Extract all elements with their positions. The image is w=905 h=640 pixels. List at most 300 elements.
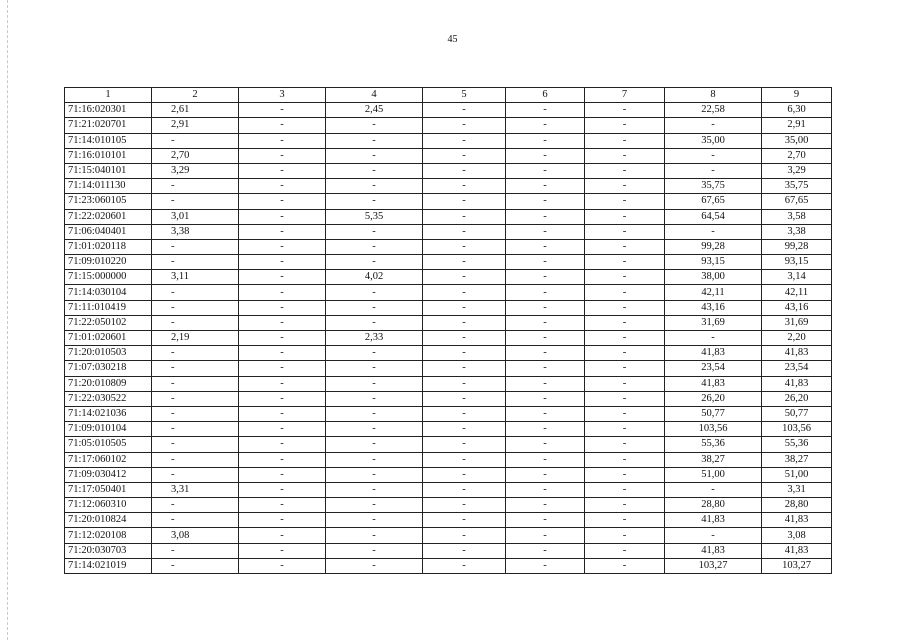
header-cell: 6 xyxy=(506,88,585,103)
table-cell: - xyxy=(152,255,239,270)
table-cell: 2,19 xyxy=(152,331,239,346)
table-cell: - xyxy=(585,239,665,254)
table-cell: 41,83 xyxy=(762,543,832,558)
table-cell: 41,83 xyxy=(665,376,762,391)
table-cell: - xyxy=(423,376,506,391)
table-row xyxy=(65,376,832,391)
table-cell: - xyxy=(152,498,239,513)
table-row xyxy=(65,543,832,558)
table-row xyxy=(65,482,832,497)
table-cell: 35,75 xyxy=(665,179,762,194)
table-cell: - xyxy=(506,270,585,285)
table-cell: - xyxy=(239,148,326,163)
table-row xyxy=(65,528,832,543)
table-cell: - xyxy=(239,346,326,361)
table-cell: 2,61 xyxy=(152,103,239,118)
table-cell: - xyxy=(585,437,665,452)
table-cell: - xyxy=(506,194,585,209)
cadastral-number-cell: 71:09:030412 xyxy=(65,467,152,482)
table-cell: 2,33 xyxy=(326,331,423,346)
header-cell: 3 xyxy=(239,88,326,103)
table-cell: - xyxy=(506,118,585,133)
table-cell: 41,83 xyxy=(762,346,832,361)
table-cell: 3,01 xyxy=(152,209,239,224)
table-cell: 2,20 xyxy=(762,331,832,346)
table-cell: - xyxy=(423,224,506,239)
table-cell: - xyxy=(506,285,585,300)
table-cell: 2,91 xyxy=(762,118,832,133)
table-cell: - xyxy=(423,239,506,254)
table-cell: - xyxy=(585,498,665,513)
table-cell: - xyxy=(326,361,423,376)
cadastral-number-cell: 71:15:000000 xyxy=(65,270,152,285)
table-cell: 42,11 xyxy=(665,285,762,300)
table-cell: - xyxy=(326,179,423,194)
table-cell: - xyxy=(585,285,665,300)
table-row xyxy=(65,118,832,133)
table-cell: - xyxy=(239,558,326,573)
table-row xyxy=(65,558,832,573)
header-cell: 9 xyxy=(762,88,832,103)
table-cell: 43,16 xyxy=(665,300,762,315)
table-cell: - xyxy=(585,300,665,315)
table-row xyxy=(65,300,832,315)
table-cell: - xyxy=(326,528,423,543)
table-cell: - xyxy=(506,163,585,178)
table-cell: - xyxy=(326,346,423,361)
table-cell: - xyxy=(423,118,506,133)
table-cell: - xyxy=(326,452,423,467)
table-cell: - xyxy=(239,331,326,346)
table-cell: - xyxy=(239,209,326,224)
table-row xyxy=(65,133,832,148)
table-cell: - xyxy=(152,391,239,406)
table-cell: 23,54 xyxy=(665,361,762,376)
table-cell: - xyxy=(585,133,665,148)
table-row xyxy=(65,224,832,239)
table-cell: 5,35 xyxy=(326,209,423,224)
table-cell: - xyxy=(239,391,326,406)
table-cell: - xyxy=(423,331,506,346)
table-cell: - xyxy=(326,285,423,300)
cadastral-number-cell: 71:20:010503 xyxy=(65,346,152,361)
table-cell: 26,20 xyxy=(665,391,762,406)
table-cell: - xyxy=(585,482,665,497)
table-cell: - xyxy=(239,270,326,285)
table-cell: - xyxy=(326,239,423,254)
table-cell: - xyxy=(506,482,585,497)
table-cell: - xyxy=(239,361,326,376)
table-cell: - xyxy=(585,255,665,270)
table-cell: - xyxy=(585,315,665,330)
table-cell: - xyxy=(239,452,326,467)
table-cell: - xyxy=(506,224,585,239)
table-cell: - xyxy=(152,467,239,482)
table-cell: 22,58 xyxy=(665,103,762,118)
table-cell: 3,29 xyxy=(762,163,832,178)
table-cell: - xyxy=(326,558,423,573)
table-row xyxy=(65,285,832,300)
table-cell: - xyxy=(585,270,665,285)
table-cell: - xyxy=(506,300,585,315)
table-cell: 38,00 xyxy=(665,270,762,285)
table-cell: - xyxy=(239,255,326,270)
table-cell: 67,65 xyxy=(665,194,762,209)
table-cell: 3,38 xyxy=(152,224,239,239)
table-row xyxy=(65,331,832,346)
table-cell: - xyxy=(152,437,239,452)
cadastral-number-cell: 71:15:040101 xyxy=(65,163,152,178)
table-header xyxy=(65,88,832,103)
table-cell: - xyxy=(506,239,585,254)
table-cell: - xyxy=(665,528,762,543)
cadastral-number-cell: 71:23:060105 xyxy=(65,194,152,209)
table-cell: - xyxy=(506,391,585,406)
table-cell: - xyxy=(326,437,423,452)
table-cell: - xyxy=(585,224,665,239)
table-row xyxy=(65,270,832,285)
table-cell: - xyxy=(506,133,585,148)
table-cell: 41,83 xyxy=(762,376,832,391)
table-cell: 3,31 xyxy=(762,482,832,497)
table-cell: - xyxy=(423,498,506,513)
cadastral-number-cell: 71:20:010809 xyxy=(65,376,152,391)
cadastral-number-cell: 71:09:010104 xyxy=(65,422,152,437)
table-cell: - xyxy=(239,224,326,239)
table-cell: - xyxy=(423,346,506,361)
cadastral-number-cell: 71:22:030522 xyxy=(65,391,152,406)
table-cell: - xyxy=(665,482,762,497)
cadastral-number-cell: 71:14:010105 xyxy=(65,133,152,148)
table-cell: - xyxy=(239,437,326,452)
table-cell: 93,15 xyxy=(665,255,762,270)
table-cell: - xyxy=(506,452,585,467)
table-cell: - xyxy=(665,331,762,346)
table-cell: - xyxy=(423,467,506,482)
table-cell: - xyxy=(585,209,665,224)
table-cell: - xyxy=(152,361,239,376)
table-cell: 51,00 xyxy=(762,467,832,482)
table-cell: 2,45 xyxy=(326,103,423,118)
table-cell: - xyxy=(506,179,585,194)
table-cell: - xyxy=(423,452,506,467)
table-cell: - xyxy=(239,239,326,254)
table-cell: - xyxy=(585,513,665,528)
table-cell: - xyxy=(152,346,239,361)
table-cell: - xyxy=(152,513,239,528)
header-cell: 5 xyxy=(423,88,506,103)
table-cell: - xyxy=(585,422,665,437)
cadastral-number-cell: 71:05:010505 xyxy=(65,437,152,452)
table-cell: - xyxy=(423,406,506,421)
cadastral-number-cell: 71:07:030218 xyxy=(65,361,152,376)
table-cell: - xyxy=(152,179,239,194)
table-row xyxy=(65,179,832,194)
table-cell: - xyxy=(665,148,762,163)
cadastral-number-cell: 71:17:050401 xyxy=(65,482,152,497)
table-cell: - xyxy=(239,103,326,118)
table-cell: - xyxy=(239,133,326,148)
table-cell: - xyxy=(152,558,239,573)
table-cell: - xyxy=(152,406,239,421)
cadastral-number-cell: 71:12:020108 xyxy=(65,528,152,543)
table-cell: 4,02 xyxy=(326,270,423,285)
table-cell: - xyxy=(585,452,665,467)
table-cell: 38,27 xyxy=(665,452,762,467)
table-cell: - xyxy=(326,498,423,513)
table-cell: - xyxy=(585,543,665,558)
cadastral-number-cell: 71:22:020601 xyxy=(65,209,152,224)
table-cell: 3,14 xyxy=(762,270,832,285)
table-cell: - xyxy=(506,361,585,376)
table-cell: 2,70 xyxy=(762,148,832,163)
table-cell: - xyxy=(506,528,585,543)
table-cell: 43,16 xyxy=(762,300,832,315)
table-cell: - xyxy=(506,376,585,391)
table-cell: 99,28 xyxy=(762,239,832,254)
table-row xyxy=(65,452,832,467)
table-cell: - xyxy=(423,315,506,330)
data-table xyxy=(64,87,832,574)
cadastral-number-cell: 71:14:021036 xyxy=(65,406,152,421)
table-cell: 35,00 xyxy=(665,133,762,148)
table-row xyxy=(65,422,832,437)
table-cell: - xyxy=(152,422,239,437)
table-body xyxy=(65,103,832,574)
table-cell: - xyxy=(326,513,423,528)
table-cell: 3,08 xyxy=(762,528,832,543)
table-cell: - xyxy=(326,118,423,133)
table-cell: - xyxy=(239,118,326,133)
table-cell: - xyxy=(239,179,326,194)
table-row xyxy=(65,239,832,254)
table-cell: - xyxy=(506,315,585,330)
table-cell: - xyxy=(326,315,423,330)
table-cell: - xyxy=(585,194,665,209)
table-cell: - xyxy=(239,482,326,497)
table-cell: - xyxy=(585,361,665,376)
table-cell: - xyxy=(423,255,506,270)
table-cell: - xyxy=(585,558,665,573)
header-cell: 8 xyxy=(665,88,762,103)
table-cell: - xyxy=(326,422,423,437)
table-row xyxy=(65,467,832,482)
cadastral-number-cell: 71:11:010419 xyxy=(65,300,152,315)
table-cell: - xyxy=(326,467,423,482)
table-cell: 41,83 xyxy=(665,513,762,528)
table-cell: - xyxy=(423,300,506,315)
table-cell: - xyxy=(585,103,665,118)
table-row xyxy=(65,255,832,270)
scan-edge-line xyxy=(7,0,8,640)
table-cell: 55,36 xyxy=(762,437,832,452)
table-cell: - xyxy=(239,194,326,209)
table-cell: 99,28 xyxy=(665,239,762,254)
table-row xyxy=(65,391,832,406)
cadastral-number-cell: 71:12:060310 xyxy=(65,498,152,513)
table-cell: - xyxy=(585,467,665,482)
table-cell: - xyxy=(152,315,239,330)
table-cell: - xyxy=(423,194,506,209)
table-cell: 23,54 xyxy=(762,361,832,376)
table-cell: 3,29 xyxy=(152,163,239,178)
table-cell: 6,30 xyxy=(762,103,832,118)
header-cell: 7 xyxy=(585,88,665,103)
table-cell: - xyxy=(239,300,326,315)
table-cell: - xyxy=(506,437,585,452)
table-cell: - xyxy=(506,543,585,558)
table-cell: - xyxy=(506,103,585,118)
table-cell: 26,20 xyxy=(762,391,832,406)
table-cell: 55,36 xyxy=(665,437,762,452)
table-cell: - xyxy=(152,239,239,254)
cadastral-number-cell: 71:14:030104 xyxy=(65,285,152,300)
table-cell: 31,69 xyxy=(762,315,832,330)
table-row xyxy=(65,315,832,330)
cadastral-number-cell: 71:16:010101 xyxy=(65,148,152,163)
table-row xyxy=(65,194,832,209)
header-cell: 1 xyxy=(65,88,152,103)
table-cell: - xyxy=(152,300,239,315)
table-cell: - xyxy=(506,255,585,270)
table-row xyxy=(65,498,832,513)
table-cell: - xyxy=(506,498,585,513)
table-row xyxy=(65,406,832,421)
cadastral-number-cell: 71:09:010220 xyxy=(65,255,152,270)
table-cell: 41,83 xyxy=(665,543,762,558)
table-cell: 50,77 xyxy=(665,406,762,421)
table-cell: - xyxy=(585,179,665,194)
table-cell: - xyxy=(423,163,506,178)
table-cell: - xyxy=(239,422,326,437)
table-cell: - xyxy=(326,194,423,209)
table-cell: - xyxy=(585,346,665,361)
table-cell: - xyxy=(665,118,762,133)
table-cell: - xyxy=(585,118,665,133)
table-cell: - xyxy=(423,361,506,376)
table-cell: - xyxy=(423,513,506,528)
table-cell: - xyxy=(506,331,585,346)
table-cell: 35,00 xyxy=(762,133,832,148)
table-cell: - xyxy=(152,133,239,148)
table-cell: 2,91 xyxy=(152,118,239,133)
table-cell: - xyxy=(326,391,423,406)
table-row xyxy=(65,513,832,528)
cadastral-number-cell: 71:01:020601 xyxy=(65,331,152,346)
table-cell: - xyxy=(326,376,423,391)
table-cell: 3,11 xyxy=(152,270,239,285)
table-cell: 41,83 xyxy=(665,346,762,361)
table-row xyxy=(65,346,832,361)
table-cell: - xyxy=(506,346,585,361)
table-cell: 28,80 xyxy=(762,498,832,513)
table-cell: - xyxy=(585,163,665,178)
table-cell: 28,80 xyxy=(665,498,762,513)
table-cell: - xyxy=(585,148,665,163)
table-cell: - xyxy=(326,543,423,558)
table-cell: - xyxy=(665,163,762,178)
table-cell: 103,56 xyxy=(665,422,762,437)
table-cell: - xyxy=(239,285,326,300)
table-cell: - xyxy=(506,467,585,482)
table-cell: - xyxy=(423,285,506,300)
table-cell: - xyxy=(152,285,239,300)
cadastral-number-cell: 71:01:020118 xyxy=(65,239,152,254)
table-cell: - xyxy=(665,224,762,239)
table-cell: - xyxy=(585,376,665,391)
table-cell: 103,27 xyxy=(665,558,762,573)
table-cell: - xyxy=(423,209,506,224)
table-cell: - xyxy=(239,498,326,513)
table-cell: 2,70 xyxy=(152,148,239,163)
table-cell: - xyxy=(423,391,506,406)
table-cell: - xyxy=(152,376,239,391)
table-cell: - xyxy=(423,482,506,497)
table-row xyxy=(65,163,832,178)
table-cell: - xyxy=(239,513,326,528)
table-cell: 35,75 xyxy=(762,179,832,194)
table-cell: - xyxy=(585,331,665,346)
cadastral-number-cell: 71:16:020301 xyxy=(65,103,152,118)
table-cell: - xyxy=(423,422,506,437)
cadastral-number-cell: 71:17:060102 xyxy=(65,452,152,467)
table-cell: - xyxy=(585,528,665,543)
cadastral-number-cell: 71:22:050102 xyxy=(65,315,152,330)
table-cell: - xyxy=(239,163,326,178)
table-cell: 3,58 xyxy=(762,209,832,224)
table-cell: - xyxy=(506,209,585,224)
table-cell: - xyxy=(326,255,423,270)
table-cell: - xyxy=(423,558,506,573)
table-cell: 3,08 xyxy=(152,528,239,543)
header-cell: 2 xyxy=(152,88,239,103)
table-cell: 38,27 xyxy=(762,452,832,467)
table-cell: - xyxy=(326,406,423,421)
table-cell: - xyxy=(239,315,326,330)
table-cell: - xyxy=(326,148,423,163)
cadastral-number-cell: 71:20:010824 xyxy=(65,513,152,528)
table-cell: - xyxy=(506,422,585,437)
table-cell: - xyxy=(152,543,239,558)
table-cell: - xyxy=(239,543,326,558)
table-cell: 103,56 xyxy=(762,422,832,437)
table-cell: - xyxy=(326,163,423,178)
table-cell: 64,54 xyxy=(665,209,762,224)
table-cell: 31,69 xyxy=(665,315,762,330)
table-cell: - xyxy=(585,391,665,406)
table-cell: - xyxy=(239,376,326,391)
table-cell: 93,15 xyxy=(762,255,832,270)
cadastral-number-cell: 71:21:020701 xyxy=(65,118,152,133)
table-row xyxy=(65,361,832,376)
table-cell: - xyxy=(239,406,326,421)
table-cell: - xyxy=(423,543,506,558)
cadastral-number-cell: 71:14:011130 xyxy=(65,179,152,194)
table-cell: - xyxy=(326,482,423,497)
table-cell: - xyxy=(423,437,506,452)
table-cell: 3,31 xyxy=(152,482,239,497)
table-cell: 103,27 xyxy=(762,558,832,573)
table-cell: - xyxy=(152,194,239,209)
table-row xyxy=(65,209,832,224)
table-cell: - xyxy=(423,528,506,543)
table-cell: 67,65 xyxy=(762,194,832,209)
header-cell: 4 xyxy=(326,88,423,103)
header-row xyxy=(65,88,832,103)
table-cell: - xyxy=(506,513,585,528)
table-cell: - xyxy=(326,133,423,148)
table-cell: - xyxy=(423,133,506,148)
